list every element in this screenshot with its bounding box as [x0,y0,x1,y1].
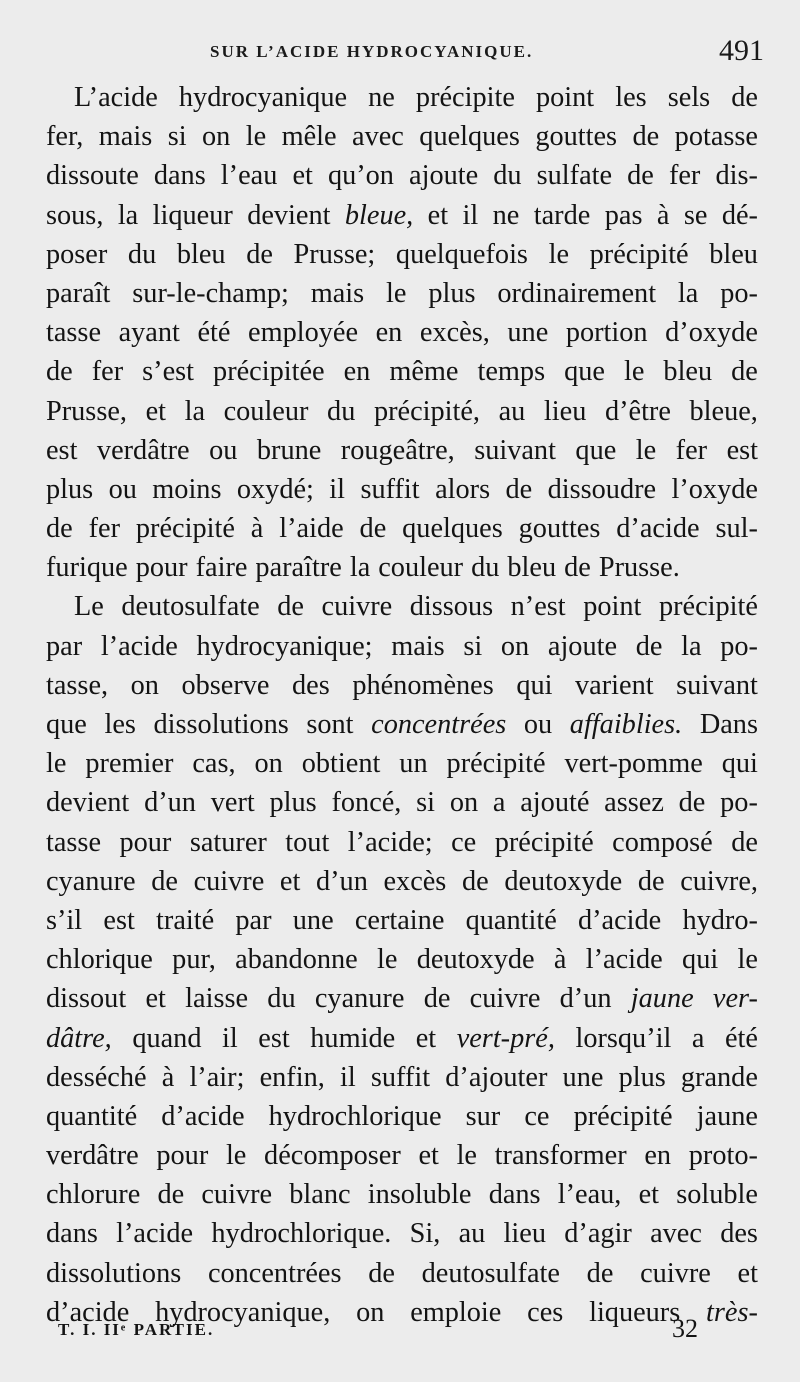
text-line: de fer précipité à l’aide de quelques gouttes d’acide sul- [46,513,758,545]
text-line: tasse, on observe des phénomènes qui varient suivant [46,669,758,701]
text-line: quantité d’acide hydrochlorique sur ce précipité jaune [46,1100,758,1132]
text-line: plus ou moins oxydé; il suffit alors de dissoudre l’oxyde [46,473,758,505]
text-line: par l’acide hydrocyanique; mais si on ajoute de la po- [46,630,758,662]
page-number: 491 [719,34,764,67]
text-line: de fer s’est précipitée en même temps que le bleu de [46,356,758,388]
page-header [40,34,770,74]
text-line: Prusse, et la couleur du précipité, au lieu d’être bleue, [46,395,758,427]
text-line: le premier cas, on obtient un précipité vert-pomme qui [46,748,758,780]
text-line: dissout et laisse du cyanure de cuivre d’un jaune ver- [46,983,758,1015]
text-line: dâtre, quand il est humide et vert-pré, lorsqu’il a été [46,1022,758,1054]
text-line: furique pour faire paraître la couleur du bleu de Prusse. [46,552,680,584]
text-line: verdâtre pour le décomposer et le transformer en proto- [46,1140,758,1172]
text-line: chlorure de cuivre blanc insoluble dans l’eau, et soluble [46,1179,758,1211]
text-line: dissolutions concentrées de deutosulfate de cuivre et [46,1257,758,1289]
text-line: cyanure de cuivre et d’un excès de deutoxyde de cuivre, [46,865,758,897]
text-line: d’acide hydrocyanique, on emploie ces liqueurs très- [46,1296,758,1328]
page-footer [58,1314,698,1350]
text-line: dissoute dans l’eau et qu’on ajoute du sulfate de fer dis- [46,160,758,192]
text-line: desséché à l’air; enfin, il suffit d’ajouter une plus grande [46,1061,758,1093]
signature-mark: T. I. IIᵉ PARTIE. [58,1320,215,1339]
text-line: est verdâtre ou brune rougeâtre, suivant que le fer est [46,434,758,466]
text-line: s’il est traité par une certaine quantité d’acide hydro- [46,904,758,936]
text-line: que les dissolutions sont concentrées ou affaiblies. Dans [46,709,758,740]
text-line: dans l’acide hydrochlorique. Si, au lieu d’agir avec des [46,1218,758,1250]
sheet-number: 32 [672,1314,698,1343]
text-line: tasse ayant été employée en excès, une portion d’oxyde [46,317,758,349]
text-line: fer, mais si on le mêle avec quelques gouttes de potasse [46,121,758,153]
text-line: Le deutosulfate de cuivre dissous n’est point précipité [74,591,758,623]
text-line: devient d’un vert plus foncé, si on a ajouté assez de po- [46,787,758,819]
running-title: SUR L’ACIDE HYDROCYANIQUE. [210,42,534,61]
text-line: poser du bleu de Prusse; quelquefois le précipité bleu [46,238,758,270]
text-line: L’acide hydrocyanique ne précipite point les sels de [74,82,758,113]
text-line: tasse pour saturer tout l’acide; ce précipité composé de [46,826,758,858]
text-line: chlorique pur, abandonne le deutoxyde à l’acide qui le [46,944,758,976]
text-line: sous, la liqueur devient bleue, et il ne tarde pas à se dé- [46,199,758,231]
text-line: paraît sur-le-champ; mais le plus ordinairement la po- [46,277,758,309]
body-text [46,78,758,1332]
